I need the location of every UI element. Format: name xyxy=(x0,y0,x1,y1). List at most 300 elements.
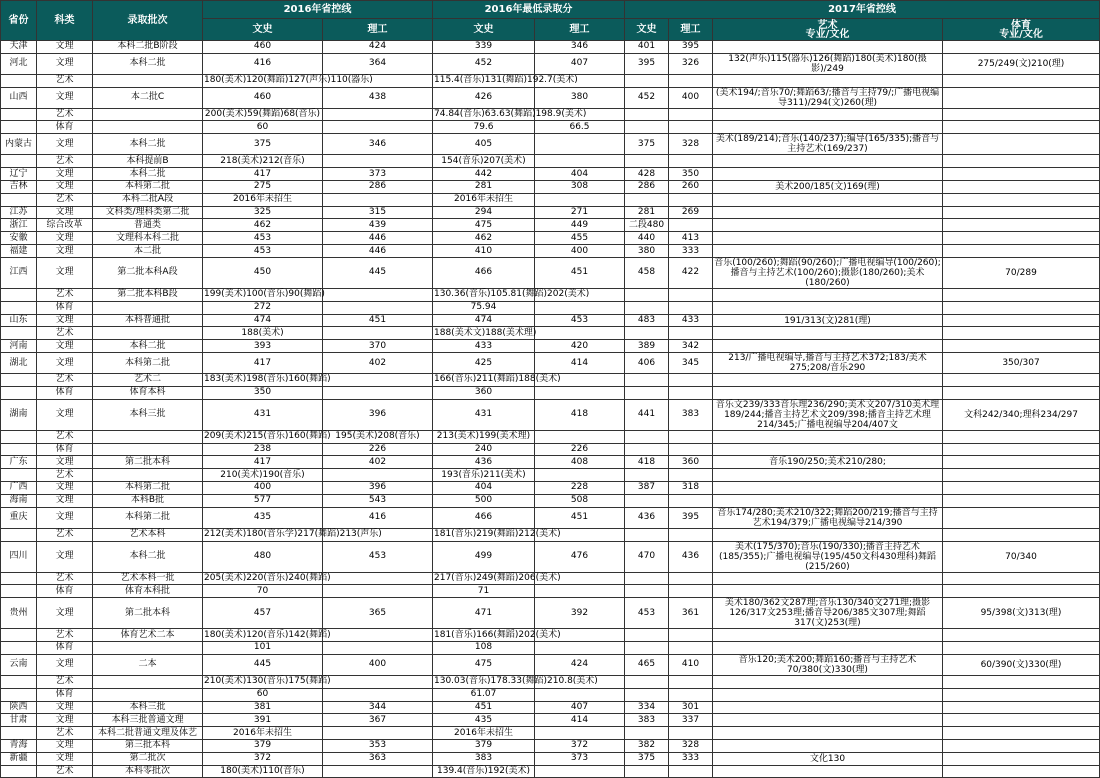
header-province: 省份 xyxy=(1,1,37,41)
table-cell: 436 xyxy=(433,456,535,469)
table-cell: 453 xyxy=(535,314,625,327)
table-row xyxy=(1,386,1100,399)
table-cell xyxy=(1,675,37,688)
table-cell: 460 xyxy=(203,41,323,54)
table-cell: 60/390(文)330(理) xyxy=(943,654,1100,675)
table-cell xyxy=(625,193,669,206)
table-cell: 379 xyxy=(203,739,323,752)
table-cell: 372 xyxy=(203,752,323,765)
table-cell xyxy=(625,443,669,456)
table-cell xyxy=(713,193,943,206)
table-row xyxy=(1,727,1100,740)
table-cell: 河北 xyxy=(1,53,37,74)
table-cell xyxy=(713,675,943,688)
table-cell: 艺术 xyxy=(37,675,93,688)
table-cell: 95/398(文)313(理) xyxy=(943,598,1100,629)
table-cell: 383 xyxy=(625,714,669,727)
table-cell: 212(美术)180(音乐学)217(舞蹈)213(声乐) xyxy=(204,529,382,540)
table-cell xyxy=(943,642,1100,655)
table-cell xyxy=(1,528,37,541)
table-cell: 379 xyxy=(433,739,535,752)
table-cell: 396 xyxy=(323,482,433,495)
table-cell: 79.6 xyxy=(433,121,535,134)
table-cell xyxy=(1,469,37,482)
table-cell: 第二批本科 xyxy=(93,598,203,629)
table-cell: 445 xyxy=(203,654,323,675)
table-cell: 446 xyxy=(323,245,433,258)
header-ligong: 理工 xyxy=(669,19,713,41)
table-cell xyxy=(625,155,669,168)
table-cell xyxy=(1,121,37,134)
table-cell: 文理 xyxy=(37,507,93,528)
table-cell: 213(美术)199(美术理) xyxy=(433,430,535,443)
table-row xyxy=(1,399,1100,430)
table-cell: 本科第二批 xyxy=(93,482,203,495)
table-cell: 271 xyxy=(535,206,625,219)
table-cell xyxy=(943,752,1100,765)
table-cell xyxy=(943,469,1100,482)
table-cell xyxy=(713,74,943,87)
table-row xyxy=(1,301,1100,314)
table-cell: 372 xyxy=(535,739,625,752)
table-cell: 本科提前B xyxy=(93,155,203,168)
table-cell: 346 xyxy=(323,134,433,155)
table-cell: 470 xyxy=(625,541,669,572)
table-row xyxy=(1,155,1100,168)
table-cell: 文理 xyxy=(37,257,93,288)
table-cell xyxy=(625,469,669,482)
table-cell xyxy=(943,701,1100,714)
table-cell: 2016年未招生 xyxy=(203,727,323,740)
table-cell xyxy=(323,288,433,301)
table-cell: 294 xyxy=(433,206,535,219)
table-cell: 465 xyxy=(625,654,669,675)
table-cell: 新疆 xyxy=(1,752,37,765)
table-cell: 402 xyxy=(323,353,433,374)
table-cell xyxy=(323,108,433,121)
table-cell xyxy=(323,374,433,387)
table-cell xyxy=(535,727,625,740)
table-cell xyxy=(625,642,669,655)
table-cell xyxy=(943,482,1100,495)
table-cell xyxy=(625,301,669,314)
table-cell xyxy=(535,765,625,778)
table-cell: 333 xyxy=(669,752,713,765)
table-cell: 安徽 xyxy=(1,232,37,245)
table-cell: 文理 xyxy=(37,654,93,675)
table-cell xyxy=(625,74,669,87)
header-sport-label: 体育 xyxy=(1011,19,1032,31)
table-cell: 贵州 xyxy=(1,598,37,629)
table-cell xyxy=(943,87,1100,108)
table-cell xyxy=(669,528,713,541)
table-row xyxy=(1,219,1100,232)
table-cell: 云南 xyxy=(1,654,37,675)
table-cell: 195(美术)208(音乐) xyxy=(323,430,433,443)
table-cell: 380 xyxy=(535,87,625,108)
table-cell: 60 xyxy=(203,688,323,701)
table-cell: 文科类/理科类第二批 xyxy=(93,206,203,219)
table-cell xyxy=(669,585,713,598)
table-cell: 文理 xyxy=(37,701,93,714)
table-cell: 本科二批普通文理及体艺 xyxy=(93,727,203,740)
table-cell: 418 xyxy=(535,399,625,430)
table-cell: 130.03(音乐)178.33(舞蹈)210.8(美术) xyxy=(434,676,598,687)
table-cell: 367 xyxy=(323,714,433,727)
table-cell xyxy=(669,765,713,778)
table-row xyxy=(1,528,1100,541)
table-cell xyxy=(93,642,203,655)
table-cell: 286 xyxy=(323,180,433,193)
table-cell: 452 xyxy=(433,53,535,74)
table-cell xyxy=(1,288,37,301)
table-cell: 475 xyxy=(433,219,535,232)
table-cell xyxy=(943,219,1100,232)
table-cell xyxy=(713,386,943,399)
table-cell: 文理 xyxy=(37,541,93,572)
table-cell xyxy=(943,134,1100,155)
table-cell xyxy=(669,386,713,399)
table-cell xyxy=(323,572,433,585)
table-cell: 424 xyxy=(323,41,433,54)
table-cell xyxy=(1,430,37,443)
table-cell: 180(美术)110(音乐) xyxy=(203,765,323,778)
table-cell: 424 xyxy=(535,654,625,675)
table-cell: 音乐文239/333音乐理236/290;美术文207/310美术理189/244;播音主持艺术文209/398;播音主持艺术理214/345;广播电视编导204/407文 xyxy=(713,399,943,430)
table-cell: 414 xyxy=(535,714,625,727)
table-cell: 350/307 xyxy=(943,353,1100,374)
table-cell: 本科三批 xyxy=(93,701,203,714)
table-cell: 本科二批 xyxy=(93,340,203,353)
table-cell: 407 xyxy=(535,701,625,714)
table-cell: 文理 xyxy=(37,353,93,374)
table-cell: 342 xyxy=(669,340,713,353)
table-cell: 文理 xyxy=(37,598,93,629)
table-cell xyxy=(669,430,713,443)
table-cell: 180(美术)120(舞蹈)127(声乐)110(器乐) xyxy=(204,75,373,86)
table-cell: 391 xyxy=(203,714,323,727)
table-cell: 228 xyxy=(535,482,625,495)
table-cell: 青海 xyxy=(1,739,37,752)
table-cell xyxy=(713,739,943,752)
table-row xyxy=(1,245,1100,258)
table-cell: 体育 xyxy=(37,121,93,134)
table-cell xyxy=(1,572,37,585)
table-cell: 226 xyxy=(323,443,433,456)
table-cell: 66.5 xyxy=(535,121,625,134)
table-cell: 本科普通批 xyxy=(93,314,203,327)
table-cell xyxy=(93,469,203,482)
table-cell xyxy=(1,374,37,387)
table-cell: 413 xyxy=(669,232,713,245)
table-cell xyxy=(669,327,713,340)
table-cell: 328 xyxy=(669,134,713,155)
table-row xyxy=(1,314,1100,327)
table-cell xyxy=(625,528,669,541)
table-row xyxy=(1,482,1100,495)
table-cell xyxy=(625,727,669,740)
table-cell: 457 xyxy=(203,598,323,629)
table-cell xyxy=(323,386,433,399)
table-cell: 美术(189/214);音乐(140/237);编导(165/335);播音与主持艺术(169/237) xyxy=(713,134,943,155)
table-cell xyxy=(323,327,433,340)
table-cell: 180(美术)120(音乐)142(舞蹈) xyxy=(204,629,331,640)
table-cell: 431 xyxy=(203,399,323,430)
table-cell: 艺术 xyxy=(37,528,93,541)
table-cell: 天津 xyxy=(1,41,37,54)
table-row xyxy=(1,53,1100,74)
table-cell: 401 xyxy=(625,41,669,54)
table-cell: 418 xyxy=(625,456,669,469)
table-cell: 艺术 xyxy=(37,193,93,206)
table-cell xyxy=(625,288,669,301)
table-cell xyxy=(713,155,943,168)
table-cell xyxy=(713,701,943,714)
table-cell xyxy=(713,430,943,443)
table-cell xyxy=(713,206,943,219)
table-cell: 339 xyxy=(433,41,535,54)
table-cell: 328 xyxy=(669,739,713,752)
table-cell: 350 xyxy=(669,168,713,181)
table-cell xyxy=(713,288,943,301)
table-cell: 404 xyxy=(433,482,535,495)
table-row xyxy=(1,675,1100,688)
table-cell: 453 xyxy=(625,598,669,629)
table-cell xyxy=(713,245,943,258)
table-cell xyxy=(323,629,433,642)
header-ligong: 理工 xyxy=(323,19,433,41)
table-cell: 第三批本科 xyxy=(93,739,203,752)
table-cell xyxy=(625,572,669,585)
table-cell: 281 xyxy=(433,180,535,193)
table-cell: 本二批 xyxy=(93,245,203,258)
table-cell xyxy=(323,688,433,701)
table-cell: 艺术 xyxy=(37,288,93,301)
table-cell xyxy=(943,327,1100,340)
table-cell xyxy=(535,430,625,443)
table-cell: 71 xyxy=(433,585,535,598)
table-cell: 275 xyxy=(203,180,323,193)
table-cell: 360 xyxy=(669,456,713,469)
table-row xyxy=(1,430,1100,443)
table-cell: 226 xyxy=(535,443,625,456)
table-cell xyxy=(943,629,1100,642)
table-cell: 217(音乐)249(舞蹈)206(美术) xyxy=(434,572,561,583)
table-cell: 60 xyxy=(203,121,323,134)
table-cell: 417 xyxy=(203,456,323,469)
table-cell xyxy=(943,41,1100,54)
table-cell xyxy=(625,629,669,642)
table-cell: 402 xyxy=(323,456,433,469)
table-cell: 内蒙古 xyxy=(1,134,37,155)
table-cell xyxy=(943,386,1100,399)
table-cell: 269 xyxy=(669,206,713,219)
table-cell xyxy=(323,469,433,482)
table-cell: 508 xyxy=(535,494,625,507)
table-cell xyxy=(625,765,669,778)
table-cell xyxy=(669,572,713,585)
table-cell: 艺术 xyxy=(37,155,93,168)
table-cell: 480 xyxy=(203,541,323,572)
table-cell xyxy=(323,193,433,206)
table-cell xyxy=(1,301,37,314)
table-cell: 体育本科批 xyxy=(93,585,203,598)
table-row xyxy=(1,257,1100,288)
table-cell xyxy=(535,301,625,314)
table-cell: 文理 xyxy=(37,41,93,54)
table-cell xyxy=(669,288,713,301)
table-row xyxy=(1,74,1100,87)
table-cell: 本科零批次 xyxy=(93,765,203,778)
table-cell: 115.4(音乐)131(舞蹈)192.7(美术) xyxy=(434,75,578,86)
table-cell: 188(美术) xyxy=(203,327,323,340)
table-cell: 130.36(音乐)105.81(舞蹈)202(美术) xyxy=(434,289,590,300)
table-cell: 体育 xyxy=(37,386,93,399)
table-cell: 广东 xyxy=(1,456,37,469)
table-cell: 江苏 xyxy=(1,206,37,219)
header-art xyxy=(713,19,943,41)
header-wenshi: 文史 xyxy=(625,19,669,41)
table-cell xyxy=(669,301,713,314)
table-cell xyxy=(93,443,203,456)
table-cell: 416 xyxy=(203,53,323,74)
table-cell: 文化130 xyxy=(713,752,943,765)
table-cell xyxy=(713,572,943,585)
table-cell: 艺术二 xyxy=(93,374,203,387)
table-cell: 辽宁 xyxy=(1,168,37,181)
table-cell xyxy=(943,675,1100,688)
table-cell: 410 xyxy=(669,654,713,675)
table-cell: 美术180/362文287理;音乐130/340文271理;摄影126/317文253理;播音导206/385文307理;舞蹈317(文)253(理) xyxy=(713,598,943,629)
table-cell xyxy=(943,121,1100,134)
table-cell xyxy=(669,469,713,482)
table-cell: 426 xyxy=(433,87,535,108)
table-cell: 本科二批 xyxy=(93,541,203,572)
table-row xyxy=(1,714,1100,727)
table-cell: 综合改革 xyxy=(37,219,93,232)
table-cell: 美术200/185(文)169(理) xyxy=(713,180,943,193)
table-cell xyxy=(1,585,37,598)
table-cell: 本科第二批 xyxy=(93,507,203,528)
header-sport-sub: 专业/文化 xyxy=(999,28,1043,40)
table-cell: 2016年未招生 xyxy=(203,193,323,206)
table-cell: 艺术 xyxy=(37,629,93,642)
table-cell: 361 xyxy=(669,598,713,629)
table-cell xyxy=(625,108,669,121)
table-cell: 重庆 xyxy=(1,507,37,528)
table-cell: 462 xyxy=(433,232,535,245)
table-cell: 湖南 xyxy=(1,399,37,430)
table-cell xyxy=(323,121,433,134)
table-cell: 文理 xyxy=(37,87,93,108)
table-cell: 108 xyxy=(433,642,535,655)
table-cell xyxy=(669,219,713,232)
header-batch: 录取批次 xyxy=(93,1,203,41)
table-cell: 本二批C xyxy=(93,87,203,108)
table-cell: 艺术 xyxy=(37,469,93,482)
table-cell: 体育 xyxy=(37,642,93,655)
table-cell: 艺术 xyxy=(37,108,93,121)
header-wenshi: 文史 xyxy=(203,19,323,41)
table-cell: 451 xyxy=(323,314,433,327)
table-row xyxy=(1,629,1100,642)
table-cell xyxy=(943,688,1100,701)
table-cell: 体育 xyxy=(37,688,93,701)
table-cell xyxy=(943,232,1100,245)
table-cell: 405 xyxy=(433,134,535,155)
table-cell: 181(音乐)219(舞蹈)212(美术) xyxy=(434,529,561,540)
table-cell: 浙江 xyxy=(1,219,37,232)
table-cell: 广西 xyxy=(1,482,37,495)
table-cell: 308 xyxy=(535,180,625,193)
table-cell: 395 xyxy=(669,507,713,528)
table-cell: 体育 xyxy=(37,443,93,456)
table-cell: 文理 xyxy=(37,232,93,245)
table-cell: 408 xyxy=(535,456,625,469)
table-cell: 本科第二批 xyxy=(93,353,203,374)
table-cell xyxy=(625,688,669,701)
table-cell: 第二批本科B段 xyxy=(93,288,203,301)
table-cell: 260 xyxy=(669,180,713,193)
table-cell xyxy=(713,301,943,314)
table-cell: 本科三批普通文理 xyxy=(93,714,203,727)
table-cell xyxy=(625,494,669,507)
table-cell xyxy=(323,642,433,655)
table-cell xyxy=(535,155,625,168)
table-row xyxy=(1,232,1100,245)
table-cell: 344 xyxy=(323,701,433,714)
table-cell xyxy=(625,585,669,598)
table-cell: 460 xyxy=(203,87,323,108)
table-cell xyxy=(93,301,203,314)
table-row xyxy=(1,180,1100,193)
table-cell: 210(美术)130(音乐)175(舞蹈) xyxy=(204,676,331,687)
table-cell xyxy=(943,206,1100,219)
table-cell: 200(美术)59(舞蹈)68(音乐) xyxy=(203,108,323,121)
table-cell: 396 xyxy=(323,399,433,430)
table-cell: 188(美术文)188(美术理) xyxy=(434,327,537,338)
table-cell xyxy=(713,469,943,482)
table-cell: 383 xyxy=(433,752,535,765)
table-row xyxy=(1,340,1100,353)
table-cell xyxy=(713,482,943,495)
table-cell: 475 xyxy=(433,654,535,675)
table-cell: 476 xyxy=(535,541,625,572)
table-row xyxy=(1,108,1100,121)
table-row xyxy=(1,642,1100,655)
table-cell xyxy=(943,301,1100,314)
table-cell xyxy=(713,585,943,598)
table-cell xyxy=(943,245,1100,258)
table-cell: 499 xyxy=(433,541,535,572)
table-row xyxy=(1,87,1100,108)
table-cell xyxy=(713,629,943,642)
table-cell xyxy=(625,121,669,134)
table-cell xyxy=(93,327,203,340)
table-cell xyxy=(93,108,203,121)
table-cell: 音乐120;美术200;舞蹈160;播音与主持艺术70/380(文)330(理) xyxy=(713,654,943,675)
table-cell: 450 xyxy=(203,257,323,288)
table-cell xyxy=(1,108,37,121)
table-cell: 458 xyxy=(625,257,669,288)
table-cell: 474 xyxy=(433,314,535,327)
table-cell xyxy=(713,121,943,134)
table-cell: 61.07 xyxy=(433,688,535,701)
table-row xyxy=(1,374,1100,387)
header-wenshi: 文史 xyxy=(433,19,535,41)
table-cell xyxy=(1,629,37,642)
table-cell: 文理 xyxy=(37,494,93,507)
